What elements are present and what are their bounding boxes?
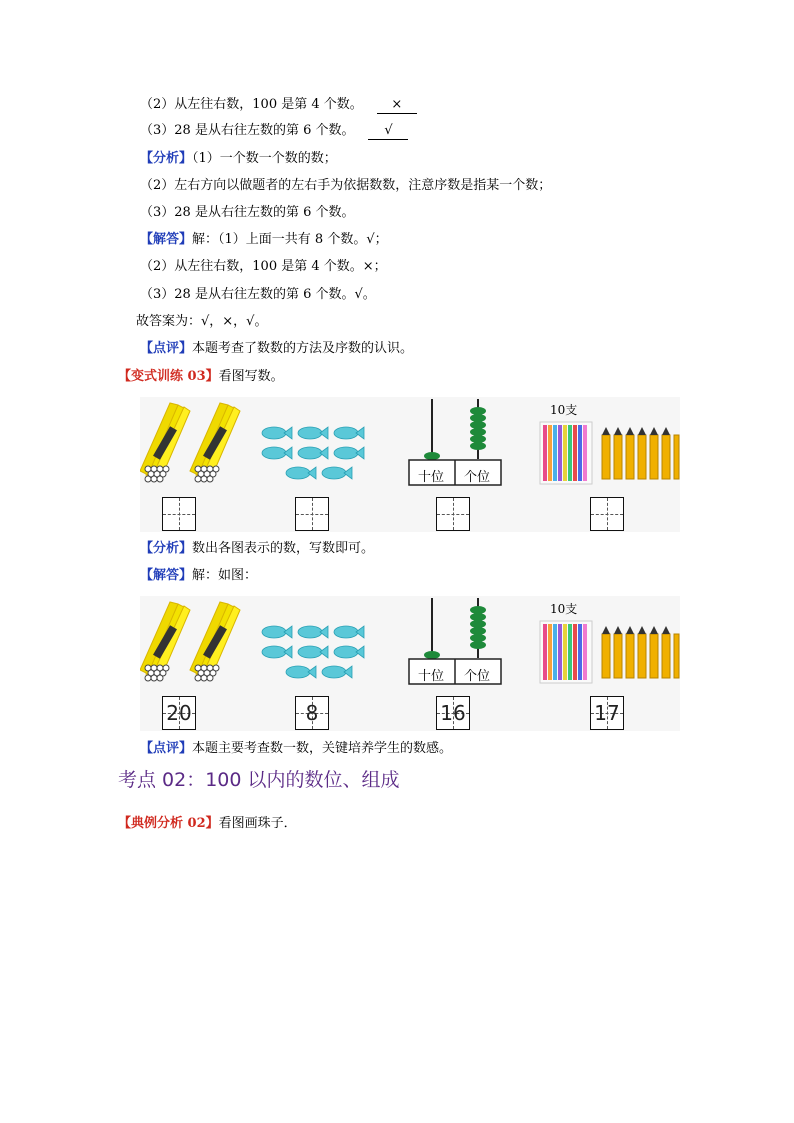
analysis-line-1 <box>140 151 337 167</box>
comment-tag: 【点评】 <box>140 341 193 356</box>
tens-label: 十位 <box>418 669 445 684</box>
analysis2-line <box>140 541 374 557</box>
answer-box-4[interactable] <box>590 497 624 531</box>
answer-box-1[interactable] <box>162 497 196 531</box>
comment-line <box>140 341 413 357</box>
answer-value-1: 20 <box>166 701 192 725</box>
line-q3-text: （3）28 是从右往左数的第 6 个数。 <box>140 123 355 138</box>
pencils <box>602 626 679 678</box>
question-picture-panel <box>140 397 680 532</box>
stick-bundle-1 <box>140 602 190 681</box>
comment2-text: 本题主要考查数一数，关键培养学生的数感。 <box>192 741 453 756</box>
stick-bundle-2 <box>190 403 240 482</box>
stick-bundle-2 <box>190 602 240 681</box>
answer-blank-q2: × <box>377 97 417 114</box>
pen-count-label: 10支 <box>550 602 578 616</box>
answer-box-2[interactable] <box>295 497 329 531</box>
pen-count-label: 10支 <box>550 403 578 417</box>
stick-bundle-1 <box>140 403 190 482</box>
solution-line-1 <box>140 232 388 248</box>
answer-blank-q3: √ <box>368 123 408 140</box>
line-q3 <box>140 123 408 140</box>
analysis-tag: 【分析】 <box>140 151 193 166</box>
answer-value-3: 16 <box>440 701 466 725</box>
solution2-tag: 【解答】 <box>140 568 193 583</box>
answer-value-2: 8 <box>305 701 319 725</box>
solution2-line <box>140 568 257 584</box>
example-text: 看图画珠子． <box>218 816 297 831</box>
comment2-tag: 【点评】 <box>140 741 193 756</box>
analysis-text-1: （1）一个数一个数的数； <box>192 151 337 166</box>
final-answer-line: 故答案为：√，×，√。 <box>136 314 268 329</box>
example-tag: 【典例分析 02】 <box>118 816 219 831</box>
pen-box <box>540 422 592 484</box>
example-line <box>118 816 297 832</box>
analysis2-tag: 【分析】 <box>140 541 193 556</box>
line-q2-text: （2）从左往右数，100 是第 4 个数。 <box>140 97 363 112</box>
solution-line-3: （3）28 是从右往左数的第 6 个数。√。 <box>140 287 376 302</box>
exercise-line <box>118 369 284 385</box>
comment-text: 本题考查了数数的方法及序数的认识。 <box>192 341 414 356</box>
answer-box-2 <box>295 696 329 730</box>
analysis-line-2: （2）左右方向以做题者的左右手为依据数数，注意序数是指某一个数； <box>140 178 552 193</box>
ones-label: 个位 <box>464 669 491 684</box>
tens-label: 十位 <box>418 470 445 485</box>
solution-tag: 【解答】 <box>140 232 193 247</box>
answer-box-3[interactable] <box>436 497 470 531</box>
analysis2-text: 数出各图表示的数，写数即可。 <box>192 541 375 556</box>
ones-label: 个位 <box>464 470 491 485</box>
solution2-text: 解：如图： <box>192 568 258 583</box>
exercise-tag: 【变式训练 03】 <box>118 369 219 384</box>
exercise-text: 看图写数。 <box>218 369 284 384</box>
pen-box <box>540 621 592 683</box>
fish-group <box>262 626 364 678</box>
analysis-line-3: （3）28 是从右往左数的第 6 个数。 <box>140 205 355 220</box>
line-q2 <box>140 97 417 114</box>
pencils <box>602 427 679 479</box>
answer-box-3 <box>436 696 470 730</box>
answer-box-4 <box>590 696 624 730</box>
section-heading: 考点 02：100 以内的数位、组成 <box>118 769 400 791</box>
fish-group <box>262 427 364 479</box>
answer-box-1 <box>162 696 196 730</box>
answer-picture-panel <box>140 596 680 731</box>
solution-line-2: （2）从左往右数，100 是第 4 个数。×； <box>140 259 387 274</box>
comment2-line <box>140 741 452 757</box>
solution-text-1: 解：（1）上面一共有 8 个数。√； <box>192 232 388 247</box>
answer-value-4: 17 <box>594 701 620 725</box>
